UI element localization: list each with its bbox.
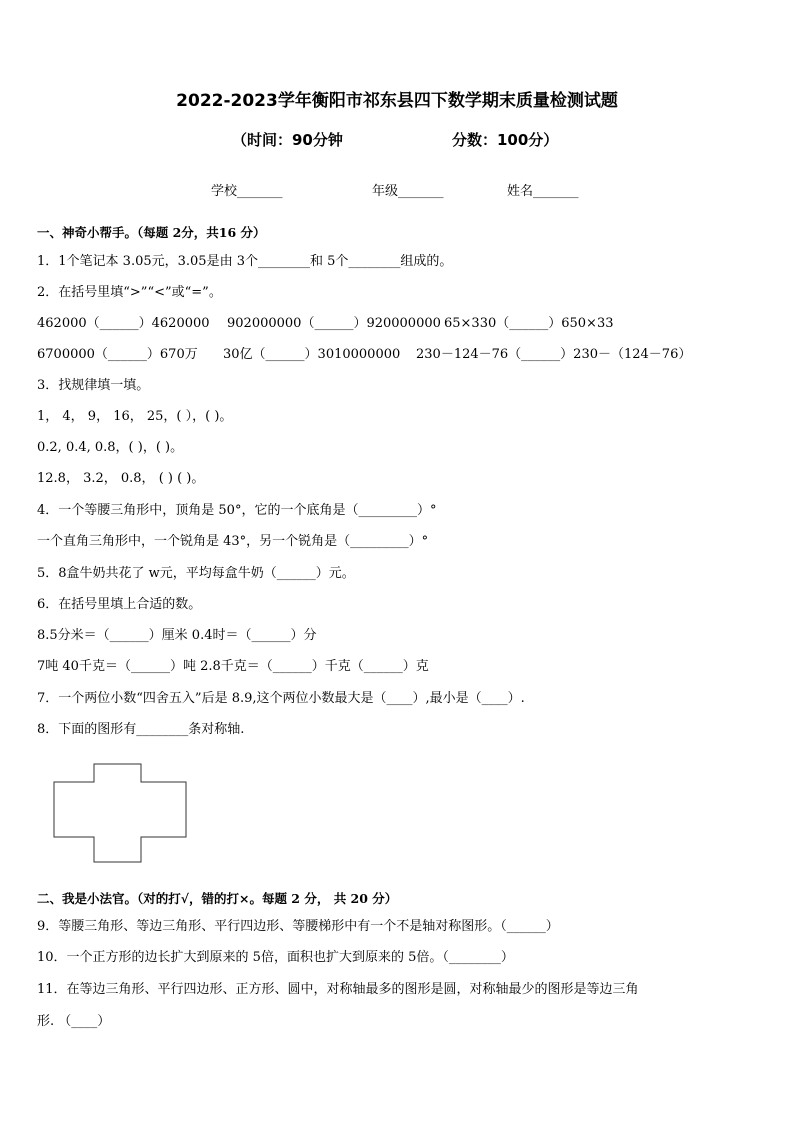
cross-shape — [54, 764, 186, 862]
question-2-item: 30亿（______）3010000000 — [223, 347, 401, 362]
question-2-item: 462000（______）4620000 — [37, 316, 210, 331]
exam-time: （时间：90分钟 — [232, 131, 343, 149]
question-6-prompt: 6．在括号里填上合适的数。 — [37, 597, 202, 612]
name-field: 姓名_______ — [507, 184, 579, 199]
question-9: 9．等腰三角形、等边三角形、平行四边形、等腰梯形中有一个不是轴对称图形。（______） — [37, 919, 559, 934]
question-5: 5．8盒牛奶共花了 w元，平均每盒牛奶（______）元。 — [37, 566, 355, 581]
page-title: 2022-2023学年衡阳市祁东县四下数学期末质量检测试题 — [176, 91, 618, 111]
question-1: 1．1个笔记本 3.05元，3.05是由 3个________和 5个________组成的。 — [37, 254, 453, 269]
question-10: 10．一个正方形的边长扩大到原来的 5倍，面积也扩大到原来的 5倍。（________） — [37, 950, 514, 965]
cross-shape-figure — [50, 760, 200, 866]
question-2-prompt: 2．在括号里填“>”“<”或“=”。 — [37, 285, 222, 300]
question-3-line: 0.2, 0.4, 0.8，( )，( )。 — [37, 440, 184, 455]
question-6-line: 7吨 40千克＝（______）吨 2.8千克＝（______）千克（______）克 — [37, 659, 429, 674]
question-8: 8．下面的图形有________条对称轴. — [37, 722, 245, 737]
school-field: 学校_______ — [211, 184, 283, 199]
section-2-heading: 二、我是小法官。（对的打√，错的打×。每题 2 分， 共 20 分） — [37, 891, 398, 906]
question-4-line: 一个直角三角形中，一个锐角是 43°，另一个锐角是（_________）° — [37, 534, 429, 549]
question-2-item: 65×330（______）650×33 — [444, 316, 614, 331]
exam-score: 分数：100分） — [452, 131, 559, 149]
question-2-item: 230－124－76（______）230－（124－76） — [416, 347, 692, 362]
grade-field: 年级_______ — [372, 184, 444, 199]
question-7: 7．一个两位小数“四舍五入”后是 8.9,这个两位小数最大是（____）,最小是（____）. — [37, 691, 525, 706]
question-6-line: 8.5分米＝（______）厘米 0.4时＝（______）分 — [37, 628, 317, 643]
question-4-line: 4．一个等腰三角形中，顶角是 50°，它的一个底角是（_________）° — [37, 503, 437, 518]
question-2-item: 902000000（______）920000000 — [227, 316, 441, 331]
question-2-item: 6700000（______）670万 — [37, 347, 198, 362]
section-1-heading: 一、神奇小帮手。（每题 2分，共16 分） — [37, 225, 266, 240]
question-3-line: 12.8， 3.2， 0.8， ( ) ( )。 — [37, 471, 205, 486]
question-11-line: 11．在等边三角形、平行四边形、正方形、圆中，对称轴最多的图形是圆，对称轴最少的图形是等边三角 — [37, 982, 639, 997]
question-3-prompt: 3．找规律填一填。 — [37, 378, 150, 393]
question-3-line: 1， 4， 9， 16， 25，( ），( )。 — [37, 409, 233, 424]
question-11-line: 形. （____） — [37, 1014, 111, 1029]
